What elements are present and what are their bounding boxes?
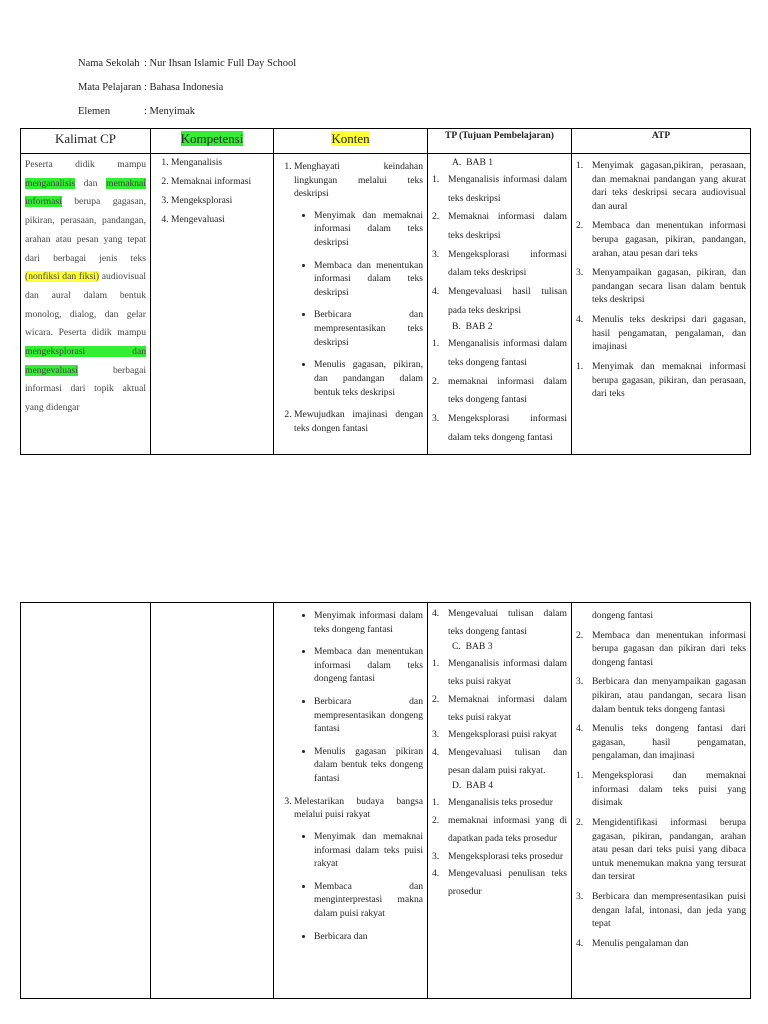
list-item: 4. Menulis pengalaman dan (576, 937, 689, 949)
list-item: 3. Mengeksplorasi (171, 194, 269, 208)
cell-atp (572, 154, 751, 455)
table-row (21, 154, 751, 455)
meta-school-label: Nama Sekolah (78, 58, 140, 69)
list-item: • Berbicara dan (314, 930, 423, 944)
list-item (294, 160, 423, 399)
list-item: 1. Menyimak gagasan,pikiran, perasaan, dan memaknai pandangan yang akurat dari teks deskripsi secara audiovisual dan aural (576, 160, 746, 212)
list-item: 3. Mengeksplorasi puisi rakyat (432, 729, 557, 741)
list-item: 3. Mengeksplorasi teks prosedur (432, 850, 564, 862)
list-item: 1. Menganalisis informasi dalam teks deskripsi (432, 173, 567, 204)
table-header-row (21, 129, 751, 154)
konten-item-2: Mewujudkan imajinasi dengan teks dongen fantasi (294, 409, 423, 434)
list-item: 1. Menganalisis informasi dalam teks dongeng fantasi (432, 338, 567, 369)
konten-item-3: Melestarikan budaya bangsa melalui puisi rakyat (294, 795, 423, 821)
meta-element (78, 106, 195, 117)
list-item: 3. Berbicara dan mempresentasikan puisi dengan lafal, intonasi, dan jeda yang tepat (576, 890, 746, 930)
list-item: 2. Memaknai informasi (171, 175, 269, 189)
konten-list (278, 160, 423, 435)
list-item: 3. Berbicara dan menyampaikan gagasan pikiran, atau pandangan, secara lisan dalam bentuk teks dongeng fantasi (576, 676, 746, 715)
konten-sublist (294, 209, 423, 399)
list-item: 1. Menganalisis informasi dalam teks puisi rakyat (432, 658, 567, 688)
konten-list-2 (278, 795, 423, 943)
list-item: • Menyimak informasi dalam teks dongeng fantasi (314, 609, 423, 636)
tp-bab3: C. BAB 3 (452, 641, 493, 653)
table-row (21, 603, 751, 999)
list-item: 1. Menyimak dan memaknai informasi berupa gagasan, pikiran, dan perasaan, dari teks (576, 360, 746, 400)
list-item: 2. Memaknai informasi dalam teks deskripsi (432, 211, 567, 241)
cell-konten (274, 154, 428, 455)
list-item (294, 795, 423, 943)
list-item: 1. Menganalisis teks prosedur (432, 797, 553, 809)
list-item: • Menyimak dan memaknai informasi dalam teks deskripsi (314, 209, 423, 250)
list-item: 4. Menulis teks deskripsi dari gagasan, hasil pengamatan, pengalaman, dan imajinasi (576, 314, 746, 353)
konten-item-1: Menghayati keindahan lingkungan melalui teks deskripsi (294, 161, 423, 200)
header-atp: ATP (572, 129, 751, 154)
list-item: • Membaca dan menentukan informasi dalam teks deskripsi (314, 259, 423, 300)
kompetensi-list (155, 156, 269, 227)
meta-subject-label: Mata Pelajaran (78, 82, 142, 93)
meta-element-value: : Menyimak (144, 106, 196, 117)
header-kompetensi: Kompetensi (151, 129, 274, 154)
list-item: 3. Mengeksplorasi informasi dalam teks deskripsi (432, 248, 567, 279)
list-item: • Menulis gagasan, pikiran, dan pandangan dalam bentuk teks deskripsi (314, 358, 423, 399)
meta-school-value: : Nur Ihsan Islamic Full Day School (144, 58, 297, 69)
meta-element-label: Elemen (78, 106, 111, 117)
list-item: 2. Memaknai informasi dalam teks puisi rakyat (432, 693, 567, 723)
konten-sublist-2 (278, 609, 423, 786)
list-item: 4. Mengevaluasi penulisan teks prosedur (432, 868, 567, 897)
tp-bab1: A. BAB 1 (452, 157, 494, 168)
cell-atp-cont (572, 603, 751, 999)
header-tp: TP (Tujuan Pembelajaran) (428, 129, 572, 154)
list-item: • Berbicara dan mempresentasikan dongeng fantasi (314, 695, 423, 736)
cell-kompetensi-cont (151, 603, 274, 999)
curriculum-table-page1 (20, 128, 751, 455)
cell-konten-cont (274, 603, 428, 999)
cell-kalimat-cp-cont (21, 603, 151, 999)
list-item (294, 408, 423, 435)
list-item: 1. Mengeksplorasi dan memaknai informasi dalam teks puisi yang disimak (576, 770, 746, 809)
header-konten: Konten (274, 129, 428, 154)
list-item: 4. Mengevaluasi (171, 213, 269, 227)
tp-bab4: D. BAB 4 (452, 780, 494, 792)
list-item: dongeng fantasi (592, 610, 654, 621)
list-item: 2. memaknai informasi dalam teks dongeng fantasi (432, 375, 567, 406)
list-item: 4. Mengevaluai tulisan dalam teks dongeng fantasi (432, 608, 567, 637)
meta-subject (78, 82, 223, 93)
list-item: 4. Mengevaluasi hasil tulisan pada teks deskripsi (432, 286, 567, 316)
cell-kompetensi (151, 154, 274, 455)
cell-tp-cont (428, 603, 572, 999)
cp-text: Peserta didik mampu menganalisis dan memaknai informasi berupa gagasan, pikiran, perasaan, pandangan, arahan atau pesan yang tepat dari berbagai jenis teks (nonfiksi dan fiksi) audiovisual dan aural dalam bentuk monolog, dialog, dan gelar wicara. Peserta didik mampu mengeksplorasi dan mengevaluasi berbagai informasi dari topik aktual yang didengar (25, 159, 146, 414)
list-item: 4. Mengevaluasi tulisan dan pesan dalam puisi rakyat. (432, 747, 567, 776)
konten-sublist-3 (294, 830, 423, 943)
list-item: 2. memaknai informasi yang di dapatkan pada teks prosedur (432, 815, 567, 844)
list-item: 2. Mengidentifikasi informasi berupa gagasan, pikiran, pandangan, arahan atau pesan dari teks puisi yang dibaca untuk menemukan makna yang tersurat dan tersirat (576, 816, 746, 883)
cell-kalimat-cp (21, 154, 151, 455)
list-item: 3. Mengeksplorasi informasi dalam teks dongeng fantasi (432, 413, 567, 443)
list-item: • Menulis gagasan pikiran dalam bentuk teks dongeng fantasi (314, 745, 423, 786)
list-item: • Menyimak dan memaknai informasi dalam teks puisi rakyat (314, 830, 423, 871)
meta-school (78, 58, 296, 69)
curriculum-table-page2 (20, 602, 751, 999)
list-item: 2. Membaca dan menentukan informasi berupa gagasan, pikiran, pandangan, arahan, atau pesan dari teks (576, 220, 746, 259)
list-item: 2. Membaca dan menentukan informasi berupa gagasan dan pikiran dari teks dongeng fantasi (576, 629, 746, 668)
meta-subject-value: : Bahasa Indonesia (144, 82, 224, 93)
list-item: • Membaca dan menentukan informasi dalam teks dongeng fantasi (314, 645, 423, 686)
list-item: • Membaca dan menginterprestasi makna dalam puisi rakyat (314, 880, 423, 921)
list-item: 3. Menyampaikan gagasan, pikiran, dan pandangan secara lisan dalam bentuk teks deskripsi (576, 267, 746, 306)
list-item: 4. Menulis teks dongeng fantasi dari gagasan, hasil pengamatan, pengalaman, dan imajinasi (576, 723, 746, 762)
list-item: 1. Menganalisis (171, 156, 269, 170)
cell-tp (428, 154, 572, 455)
header-kalimat-cp: Kalimat CP (21, 129, 151, 154)
tp-bab2: B. BAB 2 (452, 321, 493, 333)
list-item: • Berbicara dan mempresentasikan teks deskripsi (314, 308, 423, 349)
